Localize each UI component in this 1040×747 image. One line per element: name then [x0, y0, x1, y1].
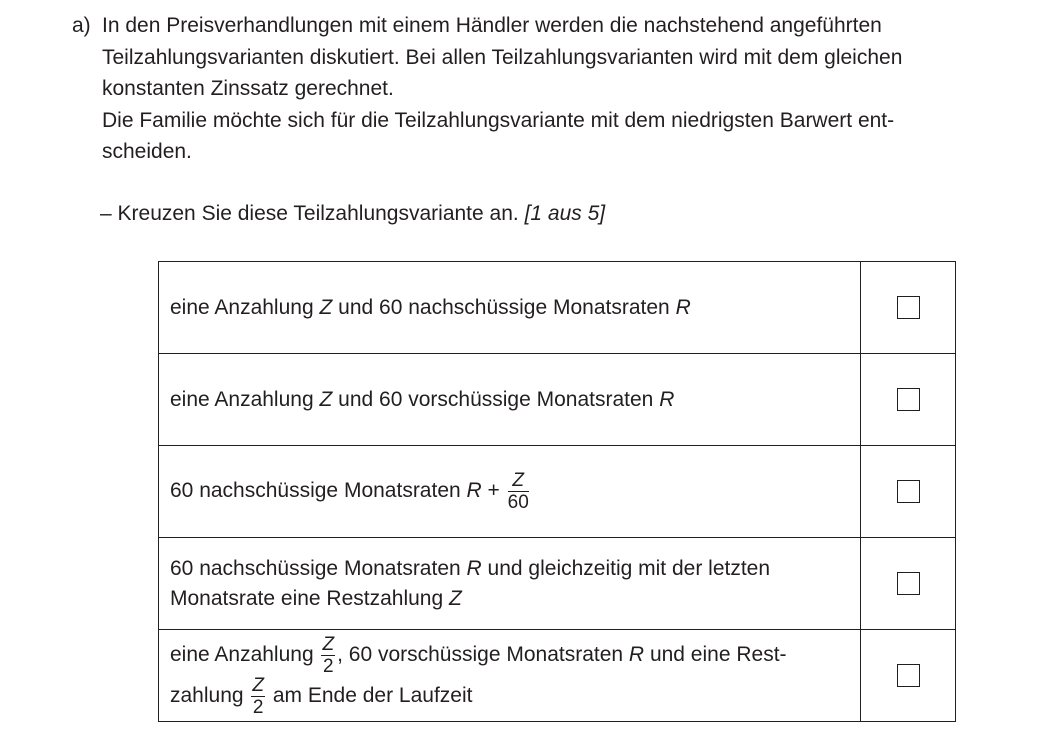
instruction-text: – Kreuzen Sie diese Teilzahlungsvariante an.: [100, 202, 519, 225]
o3-var-r: R: [466, 479, 482, 503]
option-1-checkbox[interactable]: [897, 296, 920, 319]
option-row-3: [159, 446, 956, 538]
option-4-checkbox[interactable]: [897, 572, 920, 595]
o4-part-b: und gleichzeitig mit der letzten Monatsrate eine Restzahlung: [170, 556, 771, 610]
o4-var-r: R: [466, 556, 482, 580]
o5-var-r: R: [628, 642, 645, 666]
o5-fraction-1: [321, 635, 335, 676]
option-2-checkbox[interactable]: [897, 388, 920, 411]
option-4-checkbox-cell: [861, 538, 956, 630]
task-paragraph-2: Die Familie möchte sich für die Teilzahlungsvariante mit dem niedrigsten Barwert entscheiden.: [102, 108, 895, 163]
o4-var-z: Z: [449, 586, 462, 610]
o4-part-a: 60 nachschüssige Monatsraten: [170, 556, 461, 580]
o1-var-z: Z: [319, 295, 333, 319]
option-row-4: [159, 538, 956, 630]
o5-fraction-2-denominator: 2: [252, 696, 264, 718]
o2-part-b: und 60 vorschüssige Monatsraten: [338, 387, 654, 411]
task-letter: a): [72, 14, 91, 37]
o5-fraction-1-numerator: Z: [322, 633, 335, 655]
o5-part-a: eine Anzahlung: [170, 642, 314, 666]
o1-part-b: und 60 nachschüssige Monatsraten: [338, 295, 670, 319]
o3-part-a: 60 nachschüssige Monatsraten: [170, 479, 461, 503]
o5-fraction-2: [251, 676, 265, 717]
option-row-1: [159, 262, 956, 354]
o3-fraction: [508, 471, 529, 512]
o5-fraction-1-denominator: 2: [323, 655, 334, 677]
option-5-text: [159, 630, 861, 722]
o2-var-r: R: [659, 387, 675, 411]
option-3-checkbox-cell: [861, 446, 956, 538]
instruction: [100, 198, 605, 230]
o2-part-a: eine Anzahlung: [170, 387, 314, 411]
option-1-text: [159, 262, 861, 354]
o5-fraction-2-numerator: Z: [252, 674, 265, 696]
option-3-checkbox[interactable]: [897, 480, 920, 503]
option-5-checkbox[interactable]: [897, 664, 920, 687]
option-5-checkbox-cell: [861, 630, 956, 722]
task-paragraph-1: In den Preisverhandlungen mit einem Händler werden die nachstehend angeführten Teilzahlungsvarianten diskutiert. Bei allen Teilzahlungsvarianten wird mit dem gleichen konstanten Zinssatz gerechnet.: [102, 14, 903, 100]
task-text: [102, 10, 972, 168]
option-1-checkbox-cell: [861, 262, 956, 354]
option-4-text: [159, 538, 861, 630]
task-a: [72, 10, 972, 168]
option-3-text: [159, 446, 861, 538]
o3-plus: +: [487, 479, 500, 503]
o3-fraction-numerator: Z: [508, 471, 529, 492]
o1-part-a: eine Anzahlung: [170, 295, 314, 319]
o1-var-r: R: [675, 295, 691, 319]
instruction-hint: [1 aus 5]: [524, 202, 606, 225]
option-2-text: [159, 354, 861, 446]
options-table: [158, 261, 956, 722]
option-2-checkbox-cell: [861, 354, 956, 446]
o2-var-z: Z: [319, 387, 333, 411]
option-row-5: [159, 630, 956, 722]
option-row-2: [159, 354, 956, 446]
o3-fraction-denominator: 60: [507, 492, 529, 513]
o5-part-b: , 60 vorschüssige Monatsraten: [337, 642, 624, 666]
o5-part-d: am Ende der Laufzeit: [272, 683, 473, 707]
o5-part-c: und eine Restzahlung: [170, 642, 787, 707]
